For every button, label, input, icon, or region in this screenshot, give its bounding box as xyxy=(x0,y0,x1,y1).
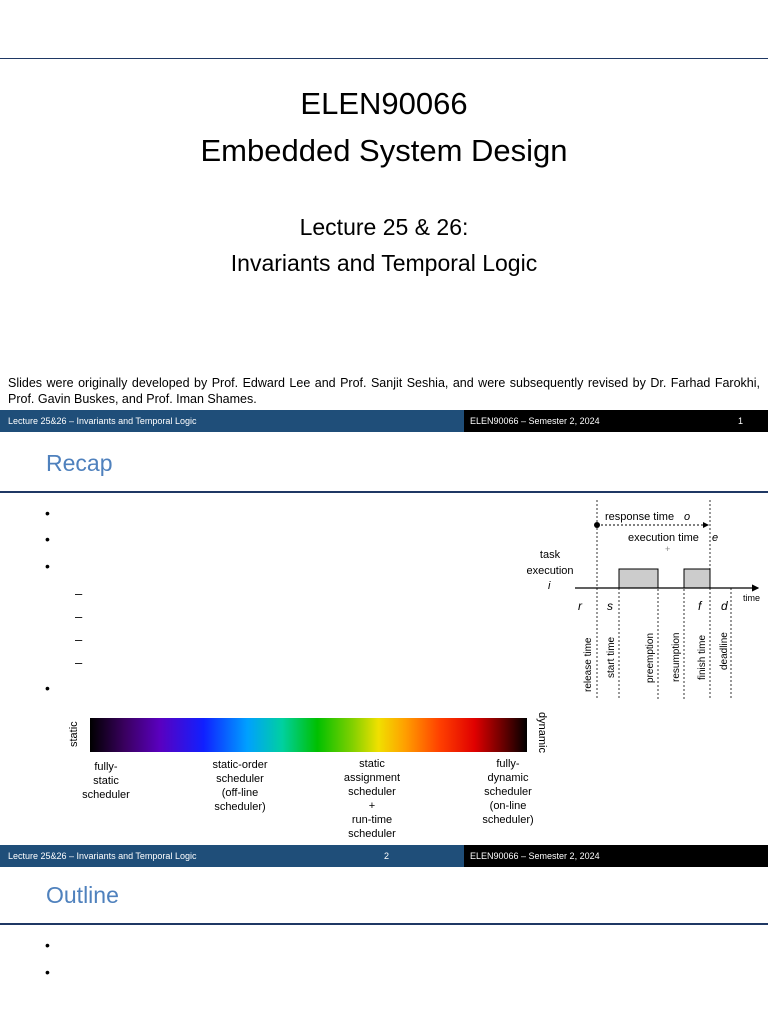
finish-time-label: finish time xyxy=(697,634,708,680)
lecture-topic: Invariants and Temporal Logic xyxy=(230,250,538,276)
lecture-number: Lecture 25 & 26: xyxy=(299,214,469,240)
dynamic-label: dynamic xyxy=(536,712,548,753)
footer-lecture: Lecture 25&26 – Invariants and Temporal Logic xyxy=(8,851,197,861)
release-time-label: release time xyxy=(583,637,594,692)
slide-top-rule xyxy=(0,58,768,59)
bullet: • xyxy=(45,964,50,980)
execution-block-1 xyxy=(619,569,658,588)
preemption-label: preemption xyxy=(645,632,656,683)
static-assignment-label: static assignment scheduler + run-time scheduler xyxy=(343,758,401,840)
time-label: time xyxy=(743,593,761,603)
response-time-label: response time xyxy=(605,511,675,523)
bullet: • xyxy=(45,505,50,521)
plus-sign: + xyxy=(665,544,671,554)
slide-footer-2 xyxy=(0,845,768,867)
f-symbol: f xyxy=(698,599,702,613)
sub-bullet: – xyxy=(75,609,83,624)
s-symbol: s xyxy=(607,599,613,613)
heading-rule xyxy=(0,923,768,925)
static-label: static xyxy=(68,721,80,747)
time-markers xyxy=(597,500,731,700)
start-time-label: start time xyxy=(606,636,617,678)
fully-static-label: fully- static scheduler xyxy=(82,761,130,801)
footer-lecture: Lecture 25&26 – Invariants and Temporal Logic xyxy=(0,410,464,432)
bullet: • xyxy=(45,937,50,953)
static-order-label: static-order scheduler (off-line scheduler) xyxy=(212,759,268,813)
heading-rule xyxy=(0,491,768,493)
o-symbol: o xyxy=(684,511,691,523)
footer-course: ELEN90066 – Semester 2, 2024 xyxy=(470,416,600,426)
r-symbol: r xyxy=(578,599,582,613)
page-number: 1 xyxy=(738,416,744,426)
slide-heading-recap: Recap xyxy=(46,450,113,476)
resumption-label: resumption xyxy=(671,632,682,682)
sub-bullet: – xyxy=(75,655,83,670)
e-symbol: e xyxy=(712,532,719,544)
scheduler-spectrum-bar xyxy=(90,718,527,752)
deadline-label: deadline xyxy=(719,632,730,670)
slide-footer-1 xyxy=(0,410,768,432)
task-timing-diagram xyxy=(520,500,768,700)
execution-block-2 xyxy=(684,569,710,588)
slide-heading-outline: Outline xyxy=(46,882,119,908)
course-title: Embedded System Design xyxy=(200,133,568,168)
sub-bullet: – xyxy=(75,586,83,601)
page-number: 2 xyxy=(384,851,390,861)
credits: Slides were originally developed by Prof. Edward Lee and Prof. Sanjit Seshia, and were subsequently revised by Dr. Farhad Farokhi, Prof. Gavin Buskes, and Prof. Iman Shames. xyxy=(8,376,760,406)
footer-course: ELEN90066 – Semester 2, 2024 xyxy=(464,845,768,867)
bullet: • xyxy=(45,531,50,547)
d-symbol: d xyxy=(721,599,728,613)
sub-bullet: – xyxy=(75,632,83,647)
bullet: • xyxy=(45,558,50,574)
bullet: • xyxy=(45,680,50,696)
execution-time-label: execution time xyxy=(628,532,699,544)
i-label: i xyxy=(548,580,551,592)
fully-dynamic-label: fully- dynamic scheduler (on-line scheduler) xyxy=(482,758,534,826)
execution-label: execution xyxy=(526,565,574,577)
course-code: ELEN90066 xyxy=(300,86,468,121)
task-label: task xyxy=(539,549,561,561)
